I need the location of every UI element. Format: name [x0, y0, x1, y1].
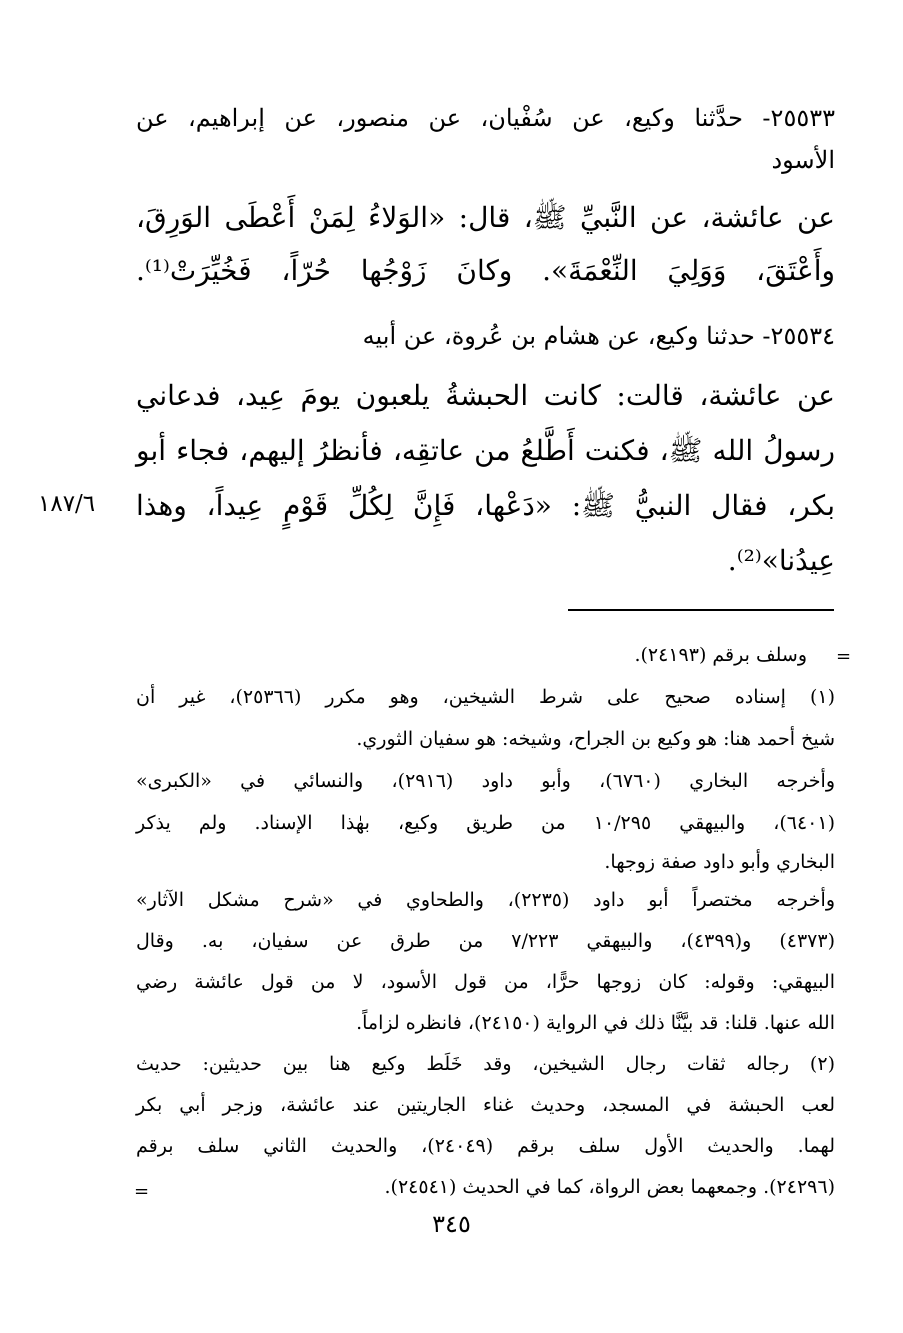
- footnote-1-line-7: (٤٣٧٣) و(٤٣٩٩)، والبيهقي ٧/٢٢٣ من طرق عن سفيان، به. وقال: [136, 930, 836, 952]
- footnote-1-line-3: وأخرجه البخاري (٦٧٦٠)، وأبو داود (٢٩١٦)، والنسائي في «الكبرى»: [136, 770, 836, 792]
- footnote-1-line-5: البخاري وأبو داود صفة زوجها.: [604, 851, 835, 873]
- hadith-25534-matn-line-1: عن عائشة، قالت: كانت الحبشةُ يلعبون يومَ عِيد، فدعاني: [136, 379, 835, 412]
- hadith-25534-matn-line-3: بكر، فقال النبيُّ ﷺ: «دَعْها، فَإِنَّ لِكُلِّ قَوْمٍ عِيداً، وهذا: [136, 489, 835, 522]
- footnote-1-line-6: وأخرجه مختصراً أبو داود (٢٢٣٥)، والطحاوي في «شرح مشكل الآثار»: [136, 889, 836, 911]
- hadith-25533-matn-line-2: وأَعْتَقَ، وَوَلِيَ النِّعْمَةَ». وكانَ زَوْجُها حُرّاً، فَخُيِّرَتْ⁽¹⁾.: [136, 254, 835, 287]
- hadith-25533-isnad-line-1: ٢٥٥٣٣- حدَّثنا وكيع، عن سُفْيان، عن منصور، عن إبراهيم، عن: [136, 104, 835, 132]
- continuation-mark-bottom: =: [134, 1181, 150, 1202]
- footnote-1-line-2: شيخ أحمد هنا: هو وكيع بن الجراح، وشيخه: هو سفيان الثوري.: [356, 728, 835, 750]
- footnote-1-line-9: الله عنها. قلنا: قد بيَّنَّا ذلك في الرواية (٢٤١٥٠)، فانظره لزاماً.: [356, 1012, 835, 1034]
- margin-volume-page-ref: ١٨٧/٦: [38, 491, 96, 517]
- hadith-25533-matn-line-1: عن عائشة، عن النَّبيِّ ﷺ، قال: «الوَلاءُ لِمَنْ أَعْطَى الوَرِقَ،: [136, 201, 835, 234]
- continuation-mark-top: =: [836, 646, 852, 667]
- footnote-separator: [568, 609, 834, 611]
- hadith-25533-isnad-line-2: الأسود: [771, 146, 835, 174]
- hadith-25534-matn-line-4: عِيدُنا»⁽²⁾.: [727, 544, 835, 577]
- footnote-1-line-8: البيهقي: وقوله: كان زوجها حرًّا، من قول الأسود، لا من قول عائشة رضي: [136, 971, 835, 993]
- page-number: ٣٤٥: [432, 1210, 471, 1238]
- footnote-continued-line: وسلف برقم (٢٤١٩٣).: [634, 644, 807, 666]
- footnote-1-line-4: (٦٤٠١)، والبيهقي ١٠/٢٩٥ من طريق وكيع، بهٰذا الإسناد. ولم يذكر: [136, 812, 835, 834]
- footnote-2-line-1: (٢) رجاله ثقات رجال الشيخين، وقد خَلَط وكيع هنا بين حديثين: حديث: [136, 1053, 835, 1075]
- footnote-2-line-3: لهما. والحديث الأول سلف برقم (٢٤٠٤٩)، والحديث الثاني سلف برقم: [136, 1135, 835, 1157]
- footnote-1-line-1: (١) إسناده صحيح على شرط الشيخين، وهو مكرر (٢٥٣٦٦)، غير أن: [136, 686, 836, 708]
- hadith-25534-matn-line-2: رسولُ الله ﷺ، فكنت أَطَّلعُ من عاتقِه، فأنظرُ إليهم، فجاء أبو: [136, 434, 835, 467]
- footnote-2-line-2: لعب الحبشة في المسجد، وحديث غناء الجاريتين عند عائشة، وزجر أبي بكر: [136, 1094, 835, 1116]
- hadith-25534-isnad-line-1: ٢٥٥٣٤- حدثنا وكيع، عن هشام بن عُروة، عن أبيه: [362, 322, 835, 350]
- footnote-2-line-4: (٢٤٢٩٦). وجمعهما بعض الرواة، كما في الحديث (٢٤٥٤١).: [384, 1176, 835, 1198]
